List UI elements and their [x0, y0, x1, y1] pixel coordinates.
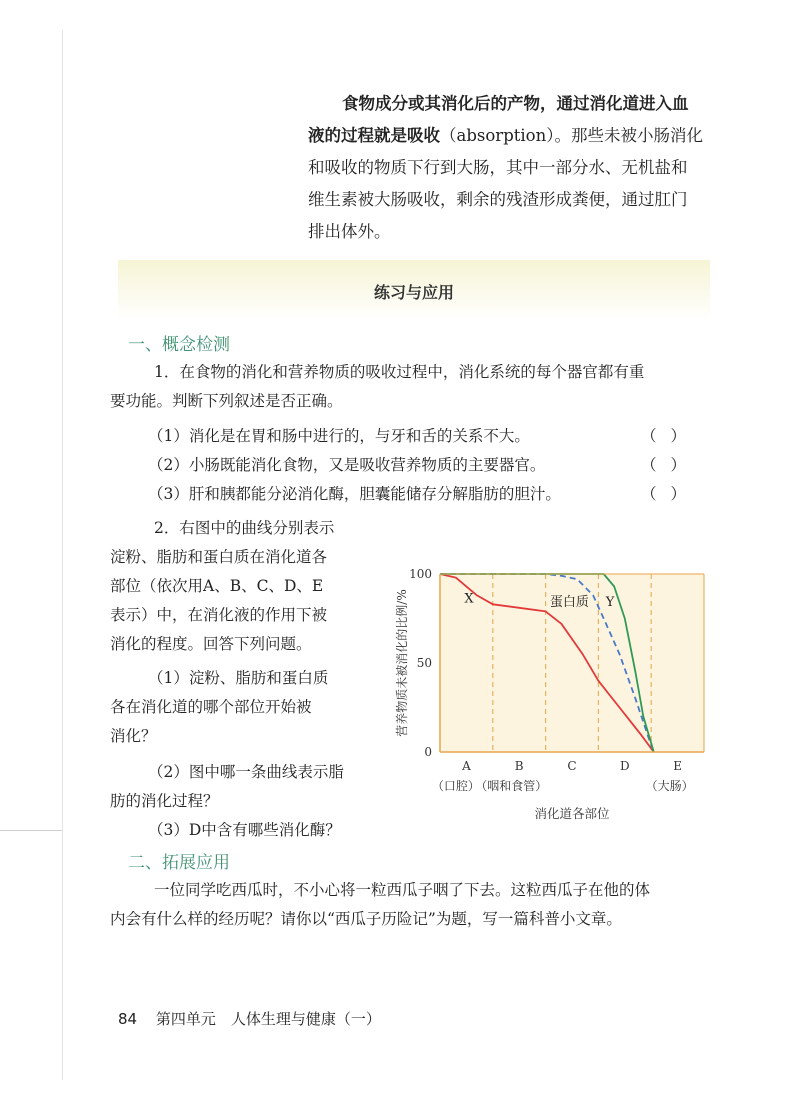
question-2-line: 2．右图中的曲线分别表示	[154, 519, 335, 537]
extension-question	[110, 876, 708, 934]
intro-line-3: 和吸收的物质下行到大肠，其中一部分水、无机盐和	[308, 158, 688, 177]
extension-line-2: 内会有什么样的经历呢？请你以“西瓜子历险记”为题，写一篇科普小文章。	[110, 910, 622, 928]
question-1-line-2: 要功能。判断下列叙述是否正确。	[110, 392, 343, 410]
question-2-line: 部位（依次用A、B、C、D、E	[110, 577, 324, 595]
chart-x-axis-title: 消化道各部位	[534, 806, 610, 821]
judge-item-3-text: （3）肝和胰都能分泌消化酶，胆囊能储存分解脂肪的胆汁。	[148, 485, 561, 503]
chart-y-axis-title: 营养物质未被消化的比例/%	[395, 589, 409, 737]
question-2-line: 淀粉、脂肪和蛋白质在消化道各	[110, 548, 328, 566]
sub-question-line: （2）图中哪一条曲线表示脂	[148, 763, 344, 781]
judge-item-2-text: （2）小肠既能消化食物，又是吸收营养物质的主要器官。	[148, 456, 546, 474]
intro-paragraph	[308, 88, 712, 248]
section-heading-concept: 一、概念检测	[128, 335, 230, 355]
judge-item-3	[148, 480, 708, 509]
intro-line-4: 维生素被大肠吸收，剩余的残渣形成粪便，通过肛门	[308, 190, 688, 209]
sub-question-line: （1）淀粉、脂肪和蛋白质	[148, 669, 329, 687]
chart-x-category-note: （咽和食管）	[475, 779, 548, 793]
question-2-line: 消化的程度。回答下列问题。	[110, 635, 312, 653]
chart-x-category-note: （口腔）	[431, 779, 480, 793]
chart-y-tick-label: 50	[416, 656, 432, 670]
page-footer	[118, 1008, 381, 1029]
judge-item-1-answer-blank: （）	[640, 427, 700, 445]
intro-line-1: 食物成分或其消化后的产物，通过消化道进入血	[342, 94, 689, 113]
sub-question-line: 肪的消化过程？	[110, 792, 219, 810]
judge-item-2	[148, 451, 708, 480]
section-heading-extension: 二、拓展应用	[128, 853, 230, 873]
page-number: 84	[118, 1010, 138, 1028]
sub-question-line: 各在消化道的哪个部位开始被	[110, 698, 312, 716]
chart-y-tick-label: 100	[409, 567, 432, 581]
question-2-sub-1	[110, 664, 380, 751]
sub-question-line: （3）D中含有哪些消化酶？	[148, 821, 341, 839]
intro-term-absorption: 液的过程就是吸收	[308, 126, 440, 145]
chart-x-tick-label: A	[462, 759, 471, 773]
question-2-sub-3	[110, 816, 380, 845]
page-margin-tick	[0, 830, 62, 831]
question-1	[110, 358, 708, 416]
question-2-line: 表示）中，在消化液的作用下被	[110, 606, 328, 624]
chart-x-tick-label: D	[619, 759, 630, 773]
question-2	[110, 514, 380, 659]
chart-x-category-note: （大肠）	[645, 779, 694, 793]
intro-line-5: 排出体外。	[308, 222, 391, 241]
chart-y-tick-label: 0	[424, 745, 432, 759]
intro-line-2: （absorption）。那些未被小肠消化	[440, 126, 703, 145]
question-2-sub-2	[110, 758, 380, 816]
chart-series-label: Y	[605, 595, 615, 611]
exercise-banner-title: 练习与应用	[373, 283, 454, 302]
chart-series-label: 蛋白质	[549, 595, 589, 611]
digestion-chart-svg	[378, 556, 718, 826]
chart-x-tick-label: C	[567, 759, 577, 773]
judge-item-1	[148, 422, 708, 451]
sub-question-line: 消化？	[110, 727, 157, 745]
unit-title: 第四单元 人体生理与健康（一）	[155, 1010, 381, 1028]
chart-series-label: X	[464, 591, 474, 607]
judge-item-2-answer-blank: （）	[640, 456, 700, 474]
exercise-banner	[118, 260, 710, 320]
chart-x-tick-label: B	[514, 759, 524, 773]
question-1-line-1: 1．在食物的消化和营养物质的吸收过程中，消化系统的每个器官都有重	[154, 363, 645, 381]
judge-item-1-text: （1）消化是在胃和肠中进行的，与牙和舌的关系不大。	[148, 427, 530, 445]
extension-line-1: 一位同学吃西瓜时，不小心将一粒西瓜子咽了下去。这粒西瓜子在他的体	[154, 881, 651, 899]
page-margin-line	[62, 30, 63, 1080]
chart-x-tick-label: E	[673, 759, 682, 773]
digestion-chart	[378, 556, 718, 826]
judge-item-3-answer-blank: （）	[640, 485, 700, 503]
